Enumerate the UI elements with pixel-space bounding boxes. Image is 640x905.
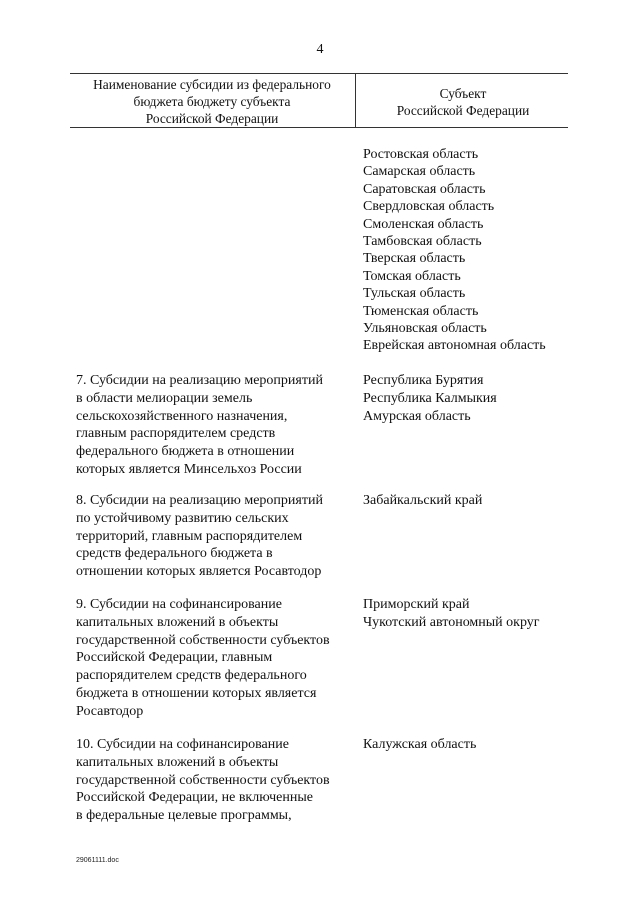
- region-item: Свердловская область: [363, 199, 495, 215]
- desc-line: территорий, главным распорядителем: [76, 528, 303, 544]
- subject-list: [363, 492, 583, 510]
- header-divider: [355, 73, 356, 127]
- desc-line: сельскохозяйственного назначения,: [76, 408, 288, 424]
- region-item: Самарская область: [363, 164, 476, 180]
- header-line: бюджета бюджету субъекта: [133, 93, 291, 109]
- header-subject: [360, 86, 566, 120]
- region-item: Тульская область: [363, 286, 466, 302]
- subject-item: Чукотский автономный округ: [363, 614, 540, 630]
- subject-list: [363, 736, 583, 754]
- subject-item: Приморский край: [363, 597, 470, 612]
- header-line: Российской Федерации: [396, 102, 530, 118]
- header-subsidy-name: [72, 77, 352, 127]
- desc-line: капитальных вложений в объекты: [76, 614, 279, 630]
- subject-list: [363, 372, 583, 425]
- desc-line: по устойчивому развитию сельских: [76, 510, 289, 526]
- desc-line: в области мелиорации земель: [76, 390, 253, 406]
- page-number: 4: [316, 42, 324, 57]
- subsidy-description: [76, 736, 358, 825]
- desc-line: 7. Субсидии на реализацию мероприятий: [76, 373, 323, 388]
- document-footer: 29061111.doc: [76, 857, 119, 864]
- desc-line: которых является Минсельхоз России: [76, 461, 302, 477]
- table-top-rule: [70, 73, 568, 74]
- header-line: Наименование субсидии из федерального: [93, 77, 331, 92]
- region-item: Смоленская область: [363, 216, 484, 232]
- region-item: Тюменская область: [363, 303, 479, 319]
- desc-line: государственной собственности субъектов: [76, 632, 330, 648]
- region-item: Еврейская автономная область: [363, 338, 546, 354]
- desc-line: бюджета в отношении которых является: [76, 685, 317, 701]
- region-item: Саратовская область: [363, 181, 486, 197]
- subject-item: Калужская область: [363, 737, 477, 752]
- subject-item: Амурская область: [363, 408, 471, 424]
- desc-line: Росавтодор: [76, 703, 144, 719]
- desc-line: 8. Субсидии на реализацию мероприятий: [76, 493, 323, 508]
- subsidy-description: [76, 492, 358, 581]
- desc-line: Российской Федерации, не включенные: [76, 790, 314, 806]
- desc-line: 9. Субсидии на софинансирование: [76, 597, 282, 612]
- desc-line: Российской Федерации, главным: [76, 650, 273, 666]
- region-item: Ростовская область: [363, 147, 479, 162]
- subsidy-description: [76, 596, 358, 721]
- subject-list: [363, 596, 583, 632]
- desc-line: федерального бюджета в отношении: [76, 444, 295, 460]
- subject-item: Республика Бурятия: [363, 373, 484, 388]
- region-item: Ульяновская область: [363, 321, 487, 337]
- desc-line: главным распорядителем средств: [76, 426, 276, 442]
- desc-line: средств федерального бюджета в: [76, 546, 273, 562]
- desc-line: капитальных вложений в объекты: [76, 754, 279, 770]
- header-line: Субъект: [439, 86, 487, 101]
- subject-item: Республика Калмыкия: [363, 390, 497, 406]
- region-item: Томская область: [363, 268, 461, 284]
- desc-line: 10. Субсидии на софинансирование: [76, 737, 289, 752]
- desc-line: в федеральные целевые программы,: [76, 808, 292, 824]
- header-line: Российской Федерации: [145, 110, 279, 126]
- continued-regions-list: [363, 146, 546, 355]
- region-item: Тамбовская область: [363, 234, 482, 250]
- region-item: Тверская область: [363, 251, 466, 267]
- desc-line: государственной собственности субъектов: [76, 772, 330, 788]
- subsidy-description: [76, 372, 358, 479]
- subject-item: Забайкальский край: [363, 493, 483, 508]
- desc-line: отношении которых является Росавтодор: [76, 564, 322, 580]
- desc-line: распорядителем средств федерального: [76, 668, 307, 684]
